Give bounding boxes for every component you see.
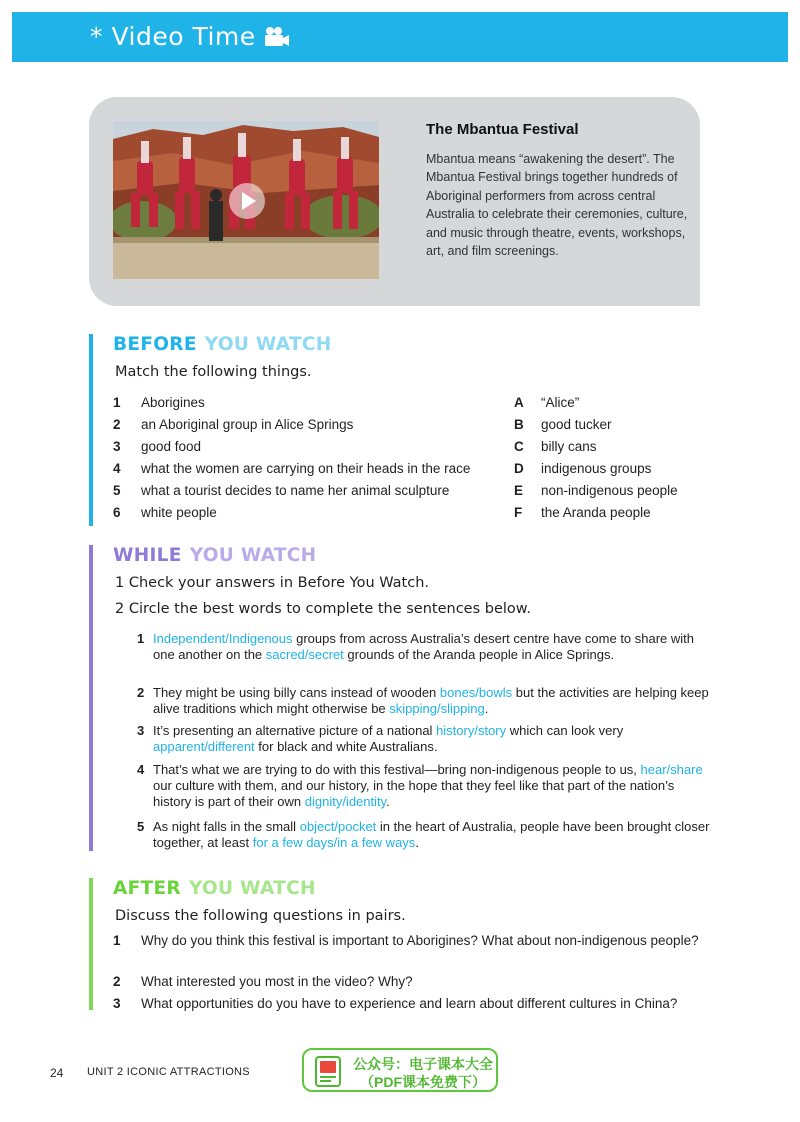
item-number: 4: [113, 461, 121, 476]
while-heading-word-2: YOU WATCH: [189, 545, 317, 566]
sentence-fragment: .: [386, 794, 390, 809]
question-number: 2: [113, 974, 121, 989]
sentence-5: [137, 819, 712, 851]
after-instruction: Discuss the following questions in pairs.: [115, 908, 406, 924]
stamp-line-2: （PDF课本免费下）: [360, 1074, 486, 1090]
while-section-bar: [89, 545, 93, 851]
sentence-1: [137, 631, 712, 663]
watermark-stamp: [302, 1048, 498, 1092]
word-choice: apparent/different: [153, 739, 255, 754]
video-card: [89, 97, 700, 306]
sentence-text: [153, 685, 712, 717]
video-thumbnail[interactable]: [113, 121, 379, 279]
while-task-2: 2 Circle the best words to complete the sentences below.: [115, 601, 531, 617]
question-2: [113, 973, 703, 992]
banner-title: * Video Time: [90, 22, 256, 51]
sentence-fragment: That’s what we are trying to do with this festival—bring non-indigenous people to us,: [153, 762, 641, 777]
sentence-4: [137, 762, 712, 810]
card-title: The Mbantua Festival: [426, 121, 579, 138]
sentence-number: 1: [137, 631, 145, 646]
item-number: 3: [113, 439, 121, 454]
sentence-fragment: our culture with them, and our history, in the hope that they feel like that part of the nation’s history is part of their own: [153, 778, 675, 809]
sentence-text: [153, 762, 712, 810]
sentence-text: [153, 723, 712, 755]
stamp-line-1: 公众号：电子课本大全: [353, 1056, 493, 1072]
sentence-text: [153, 631, 712, 663]
sentence-text: [153, 819, 712, 851]
item-text: what the women are carrying on their heads in the race: [141, 461, 471, 476]
page-number: 24: [50, 1066, 64, 1080]
question-number: 1: [113, 933, 121, 948]
question-3: [113, 995, 703, 1014]
word-choice: Independent/Indigenous: [153, 631, 293, 646]
unit-label: UNIT 2 ICONIC ATTRACTIONS: [87, 1066, 250, 1078]
item-number: 2: [113, 417, 121, 432]
after-heading-word-1: AFTER: [113, 878, 181, 899]
after-heading-word-2: YOU WATCH: [188, 878, 316, 899]
item-text: indigenous groups: [541, 461, 652, 476]
after-section-bar: [89, 878, 93, 1010]
banner-title-wrap: [90, 22, 290, 51]
sentence-fragment: .: [484, 701, 489, 716]
item-text: what a tourist decides to name her animal sculpture: [141, 483, 450, 498]
sentence-fragment: but the activities are helping keep alive traditions which might otherwise be: [153, 685, 709, 716]
before-heading-word-2: YOU WATCH: [204, 334, 332, 355]
sentence-fragment: which can look very: [506, 723, 624, 738]
play-icon[interactable]: [229, 183, 265, 219]
sentence-fragment: for black and white Australians.: [254, 739, 438, 754]
item-letter: D: [514, 461, 524, 476]
header-banner: [12, 12, 788, 62]
before-instruction: Match the following things.: [115, 364, 312, 380]
item-text: white people: [141, 505, 217, 520]
word-choice: bones/bowls: [439, 685, 513, 700]
question-number: 3: [113, 996, 121, 1011]
before-heading-word-1: BEFORE: [113, 334, 197, 355]
before-section-bar: [89, 334, 93, 526]
question-text: Why do you think this festival is important to Aborigines? What about non-indigenous people?: [141, 933, 699, 948]
sentence-number: 5: [137, 819, 145, 834]
sentence-fragment: in the heart of Australia, people have been brought closer together, at least: [153, 819, 710, 850]
word-choice: object/pocket: [299, 819, 377, 834]
item-text: non-indigenous people: [541, 483, 678, 498]
word-choice: hear/share: [640, 762, 703, 777]
sentence-fragment: As night falls in the small: [153, 819, 300, 834]
video-camera-icon: [264, 26, 290, 48]
item-letter: C: [514, 439, 524, 454]
sentence-2: [137, 685, 712, 717]
while-heading: [113, 545, 316, 566]
question-1: [113, 932, 703, 951]
item-letter: F: [514, 505, 523, 520]
item-number: 6: [113, 505, 121, 520]
item-text: the Aranda people: [541, 505, 651, 520]
item-text: good food: [141, 439, 202, 454]
while-task-1: 1 Check your answers in Before You Watch.: [115, 575, 429, 591]
item-text: Aborigines: [141, 395, 205, 410]
item-letter: B: [514, 417, 524, 432]
sentence-fragment: They might be using billy cans instead of wooden: [153, 685, 440, 700]
sentence-number: 2: [137, 685, 145, 700]
sentence-fragment: groups from across Australia’s desert centre have come to share with one another on the: [153, 631, 695, 662]
sentence-3: [137, 723, 712, 755]
sentence-number: 3: [137, 723, 145, 738]
word-choice: sacred/secret: [265, 647, 344, 662]
item-text: good tucker: [541, 417, 612, 432]
sentence-fragment: .: [415, 835, 419, 850]
item-text: billy cans: [541, 439, 597, 454]
after-heading: [113, 878, 316, 899]
item-text: “Alice”: [541, 395, 580, 410]
question-text: What opportunities do you have to experience and learn about different cultures in China?: [141, 996, 678, 1011]
item-text: an Aboriginal group in Alice Springs: [141, 417, 354, 432]
card-description: Mbantua means “awakening the desert”. The Mbantua Festival brings together hundreds of Aboriginal performers from across central Australia to celebrate their ceremonies, culture, and music through theatre, events, workshops, art, and film screenings.: [426, 152, 688, 259]
sentence-fragment: It’s presenting an alternative picture of a national: [153, 723, 437, 738]
book-icon: [314, 1055, 342, 1088]
word-choice: history/story: [436, 723, 507, 738]
item-number: 1: [113, 395, 121, 410]
item-letter: A: [514, 395, 524, 410]
item-number: 5: [113, 483, 121, 498]
before-heading: [113, 334, 332, 355]
question-text: What interested you most in the video? Why?: [141, 974, 413, 989]
word-choice: skipping/slipping: [389, 701, 485, 716]
sentence-number: 4: [137, 762, 145, 777]
sentence-fragment: grounds of the Aranda people in Alice Springs.: [343, 647, 615, 662]
while-heading-word-1: WHILE: [113, 545, 182, 566]
word-choice: dignity/identity: [304, 794, 387, 809]
item-letter: E: [514, 483, 524, 498]
word-choice: for a few days/in a few ways: [252, 835, 416, 850]
